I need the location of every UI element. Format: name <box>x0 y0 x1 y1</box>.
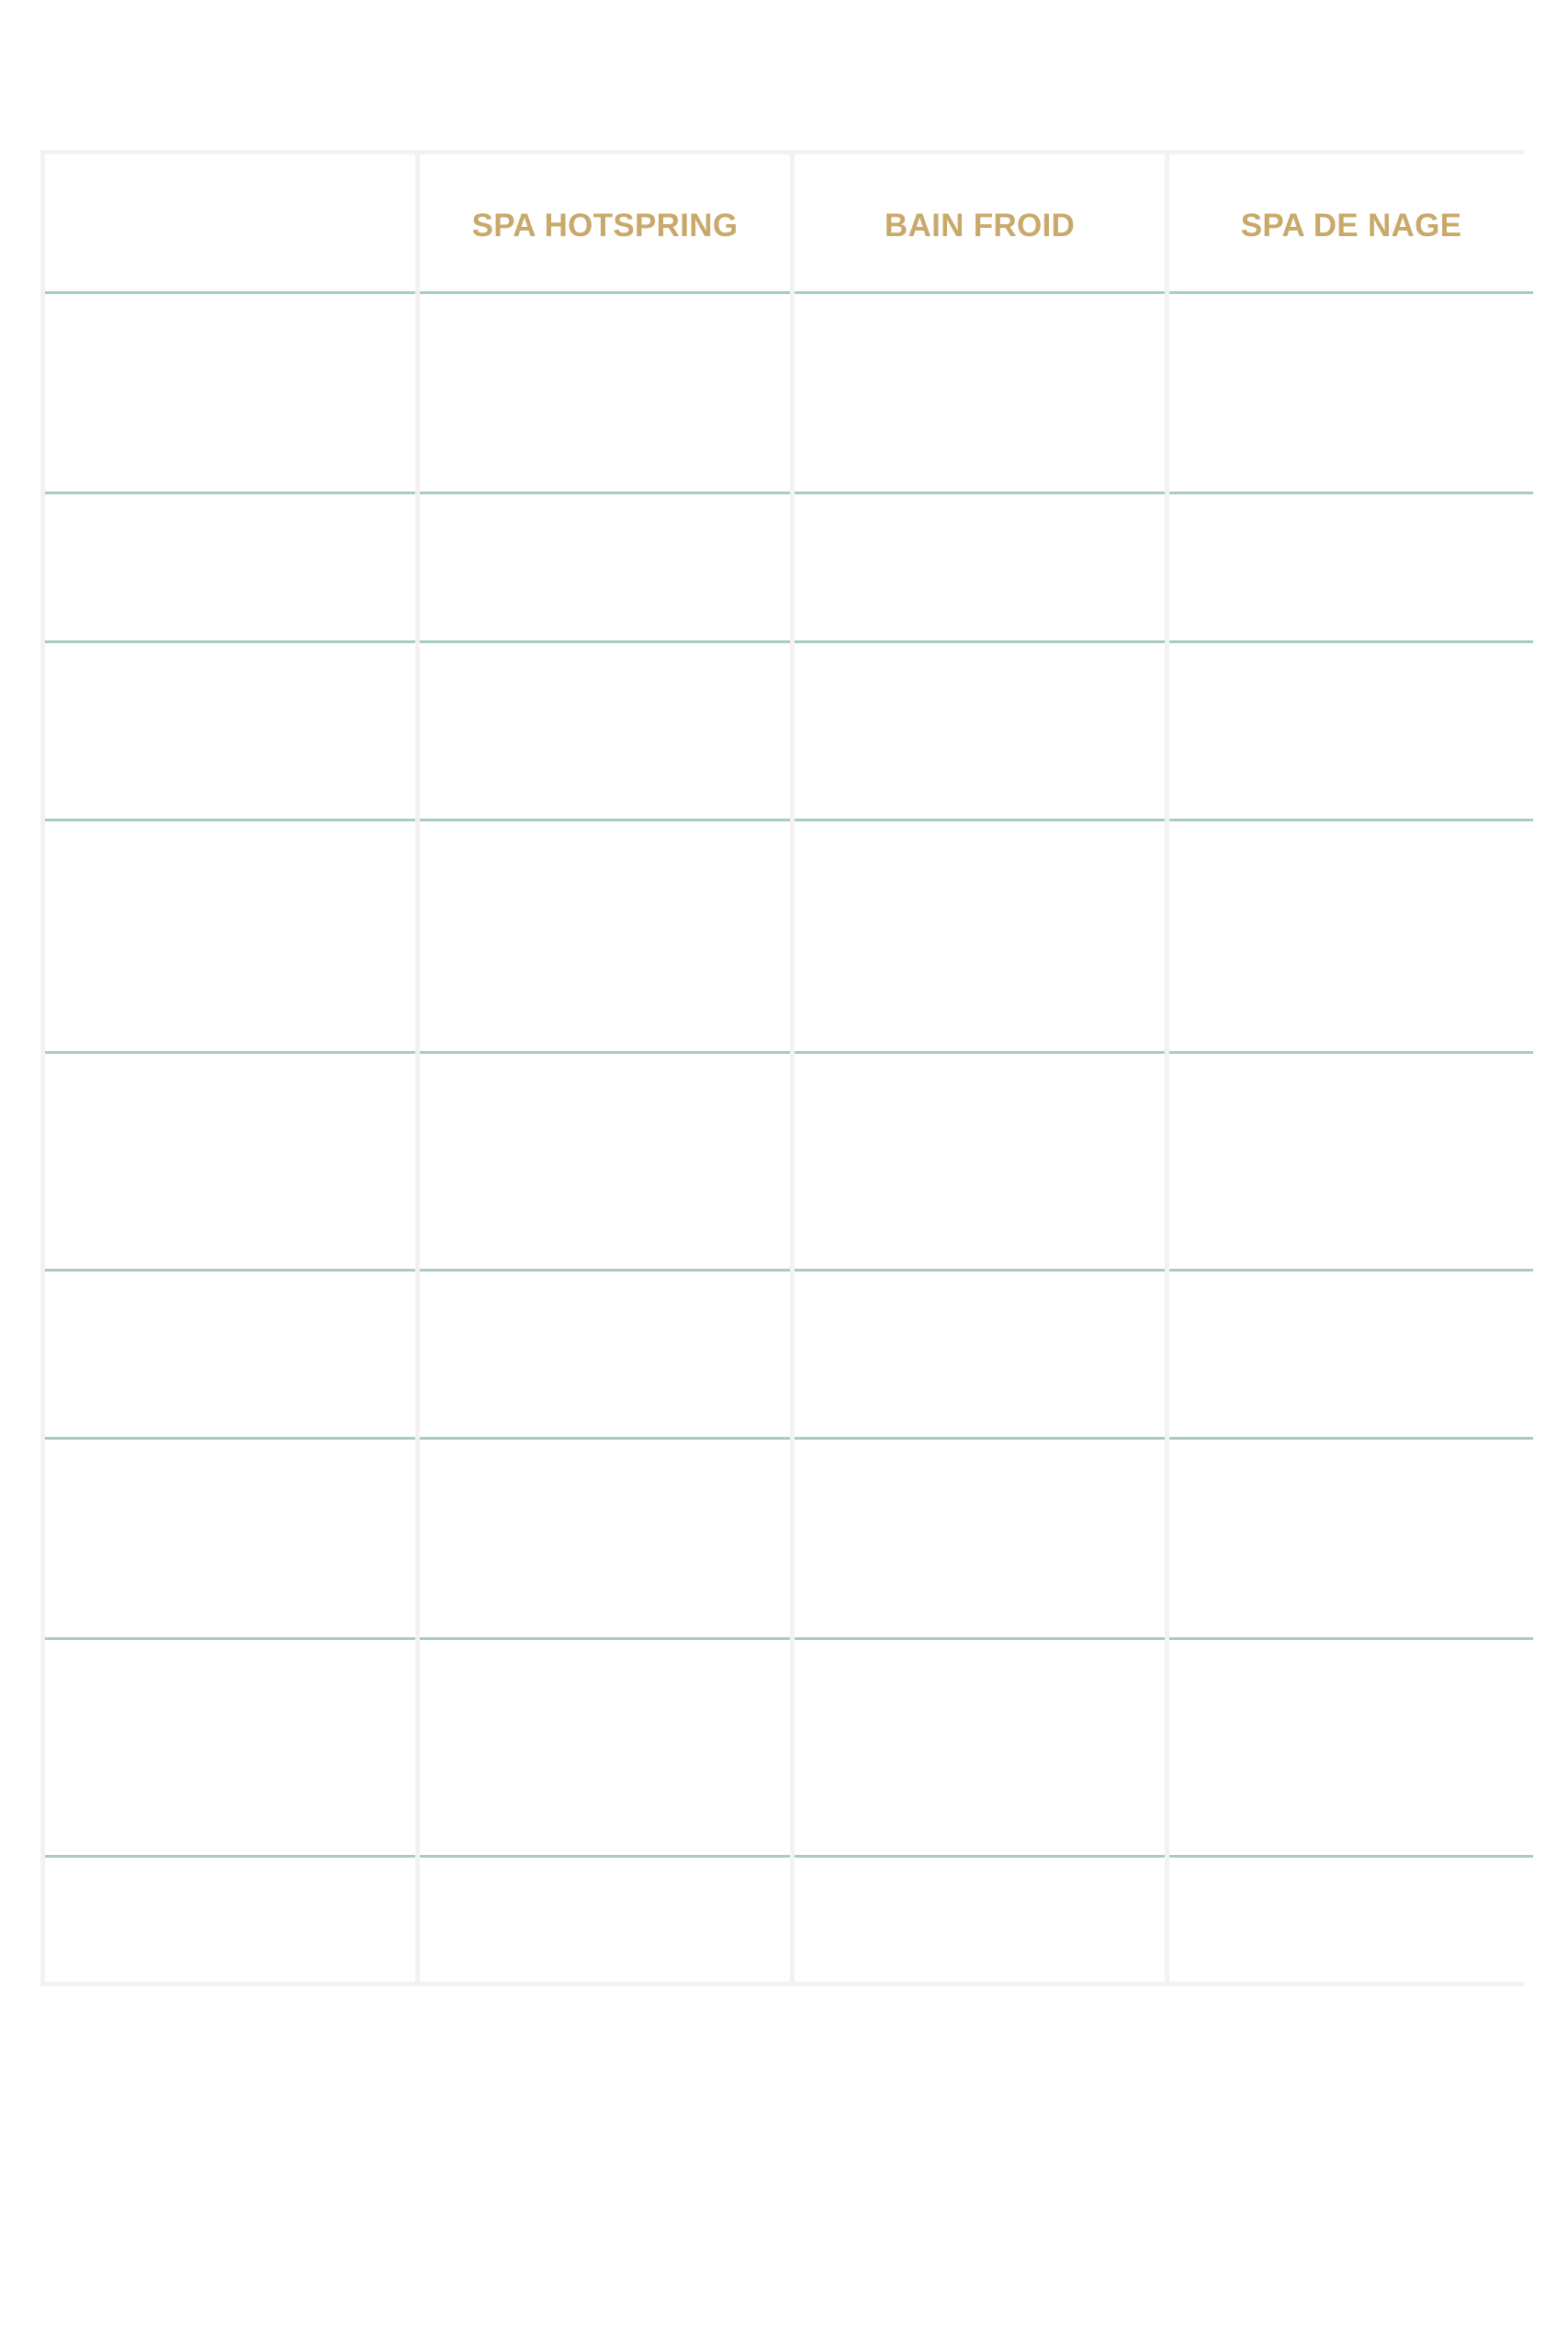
table-cell <box>420 1858 790 1982</box>
table-cell <box>1169 1440 1533 1640</box>
table-cell <box>795 643 1165 821</box>
table-column-spa-de-nage <box>1169 154 1533 1982</box>
table-cell <box>45 494 415 643</box>
table-cell <box>795 494 1165 643</box>
table-cell <box>45 1054 415 1272</box>
table-cell <box>420 821 790 1054</box>
table-cell <box>1169 643 1533 821</box>
table-cell <box>45 1272 415 1440</box>
table-cell <box>420 294 790 494</box>
table-cell <box>1169 1054 1533 1272</box>
table-column-spa-hotspring <box>420 154 790 1982</box>
table-cell <box>45 643 415 821</box>
table-cell <box>420 1440 790 1640</box>
table-cell <box>45 821 415 1054</box>
table-cell <box>420 1640 790 1858</box>
table-cell <box>795 1440 1165 1640</box>
table-cell <box>1169 494 1533 643</box>
table-cell <box>1169 1858 1533 1982</box>
table-cell <box>1169 821 1533 1054</box>
table-cell <box>1169 294 1533 494</box>
table-cell <box>420 1272 790 1440</box>
table-cell <box>45 1440 415 1640</box>
table-cell <box>45 1858 415 1982</box>
table-header-spa-hotspring: SPA HOTSPRING <box>420 154 790 294</box>
table-cell <box>1169 1272 1533 1440</box>
table-cell <box>795 821 1165 1054</box>
table-cell <box>795 294 1165 494</box>
table-cell <box>45 294 415 494</box>
table-cell <box>795 1272 1165 1440</box>
table-column-bain-froid <box>795 154 1165 1982</box>
table-cell <box>795 1858 1165 1982</box>
comparison-table <box>40 150 1524 1986</box>
table-cell <box>795 1640 1165 1858</box>
table-cell <box>795 1054 1165 1272</box>
table-column-labels <box>45 154 415 1982</box>
table-cell <box>420 643 790 821</box>
table-header-bain-froid: BAIN FROID <box>795 154 1165 294</box>
table-cell <box>45 1640 415 1858</box>
table-header-cell-empty <box>45 154 415 294</box>
table-cell <box>420 494 790 643</box>
table-cell <box>420 1054 790 1272</box>
table-header-spa-de-nage: SPA DE NAGE <box>1169 154 1533 294</box>
table-cell <box>1169 1640 1533 1858</box>
